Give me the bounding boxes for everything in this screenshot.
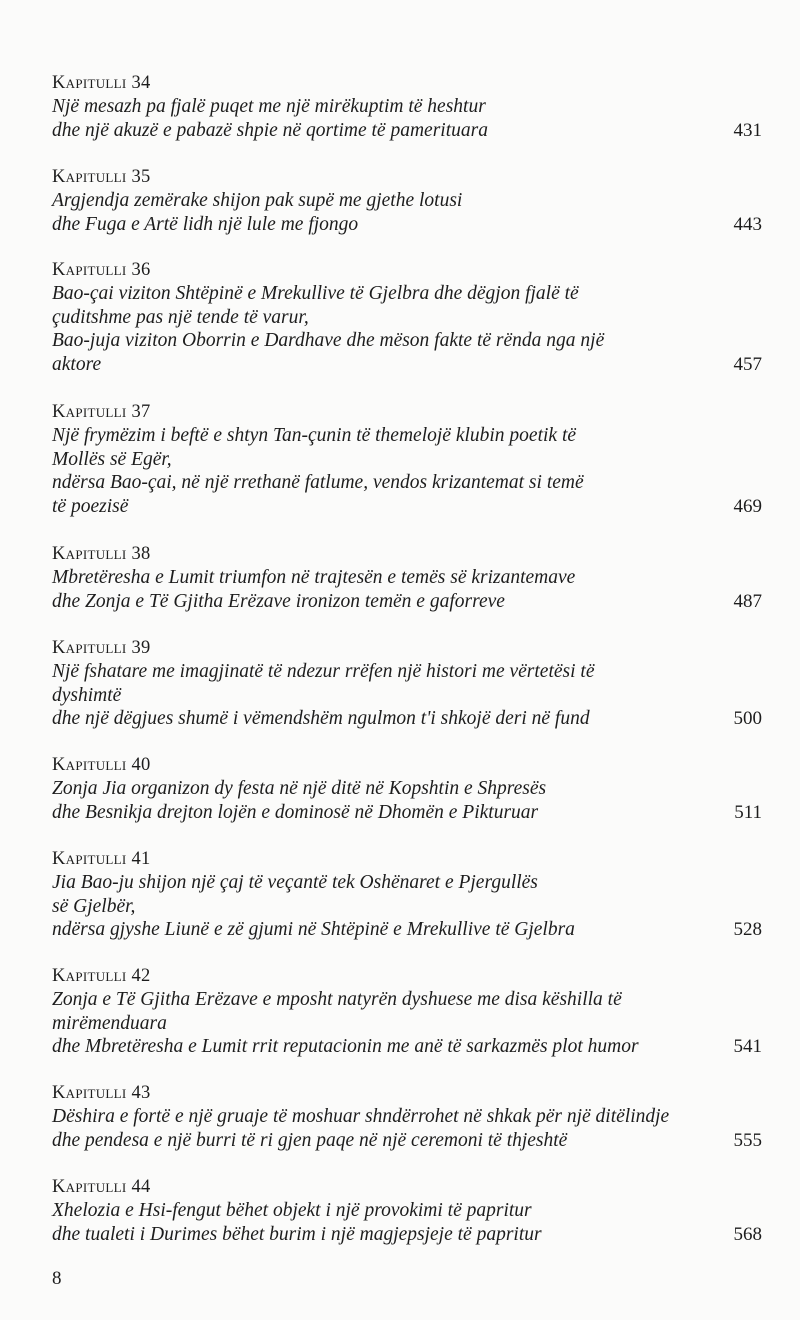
chapter-description-line: Jia Bao-ju shijon një çaj të veçantë tek Oshënaret e Pjergullës [52,872,538,893]
page-number: 541 [733,1036,762,1057]
chapter-description-line: çuditshme pas një tende të varur, [52,306,309,328]
page-number: 487 [733,590,762,612]
chapter-heading: Kapitulli 39 [52,638,151,658]
chapter-description-line: të poezisë [52,495,129,517]
page-number: 469 [733,495,762,517]
toc-entry-36 [52,259,762,376]
toc-entry-44 [52,1176,762,1246]
chapter-heading: Kapitulli 38 [52,544,151,564]
chapter-description-line: së Gjelbër, [52,895,136,917]
page-number: 431 [733,119,762,141]
page-number: 528 [733,919,762,940]
chapter-description-line: Argjendja zemërake shijon pak supë me gjethe lotusi [52,190,463,211]
chapter-heading: Kapitulli 37 [52,402,151,422]
page-number: 457 [733,353,762,375]
toc-entry-43 [52,1082,762,1152]
toc-entry-42 [52,965,762,1059]
chapter-description-line: Zonja e Të Gjitha Erëzave e mposht natyrën dyshuese me disa këshilla të [52,989,622,1010]
toc-entry-38 [52,543,762,613]
chapter-description-line: dhe një dëgjues shumë i vëmendshëm ngulmon t'i shkojë deri në fund [52,708,590,729]
chapter-description-line: Bao-juja viziton Oborrin e Dardhave dhe mëson fakte të rënda nga një [52,330,605,351]
chapter-description-line: dhe Fuga e Artë lidh një lule me fjongo [52,213,359,235]
chapter-heading: Kapitulli 44 [52,1177,151,1197]
chapter-description-line: Dëshira e fortë e një gruaje të moshuar shndërrohet në shkak për një ditëlindje [52,1106,670,1127]
chapter-description-line: dhe tualeti i Durimes bëhet burim i një magjepsjeje të papritur [52,1223,542,1245]
page-number: 511 [734,801,762,823]
folio-page-number: 8 [52,1268,62,1289]
chapter-heading: Kapitulli 43 [52,1083,151,1103]
chapter-description-line: Një fshatare me imagjinatë të ndezur rrëfen një histori me vërtetësi të [52,661,595,682]
chapter-description-line: Mbretëresha e Lumit triumfon në trajtesën e temës së krizantemave [52,567,576,588]
chapter-heading: Kapitulli 40 [52,755,151,775]
toc-entry-39 [52,637,762,731]
toc-entry-41 [52,848,762,942]
toc-entry-40 [52,754,762,824]
chapter-heading: Kapitulli 42 [52,966,151,986]
chapter-description-line: Një mesazh pa fjalë puqet me një mirëkuptim të heshtur [52,96,486,117]
chapter-description-line: dyshimtë [52,684,122,706]
page-number: 500 [733,708,762,729]
toc-entry-35 [52,166,762,236]
chapter-heading: Kapitulli 35 [52,167,151,187]
chapter-description-line: Zonja Jia organizon dy festa në një ditë në Kopshtin e Shpresës [52,778,547,799]
chapter-description-line: dhe pendesa e një burri të ri gjen paqe në një ceremoni të thjeshtë [52,1129,568,1151]
chapter-heading: Kapitulli 34 [52,73,151,93]
chapter-description-line: Mollës së Egër, [52,448,172,470]
toc-entry-34 [52,72,762,142]
page-number: 443 [733,213,762,235]
chapter-heading: Kapitulli 41 [52,849,151,869]
chapter-description-line: Xhelozia e Hsi-fengut bëhet objekt i një provokimi të papritur [52,1200,532,1221]
chapter-description-line: ndërsa Bao-çai, në një rrethanë fatlume, vendos krizantemat si temë [52,472,584,493]
chapter-description-line: Një frymëzim i beftë e shtyn Tan-çunin të themelojë klubin poetik të [52,425,577,446]
chapter-description-line: dhe Mbretëresha e Lumit rrit reputacionin me anë të sarkazmës plot humor [52,1036,639,1057]
chapter-description-line: mirëmenduara [52,1012,167,1034]
toc-entry-37 [52,401,762,518]
page-number: 568 [733,1223,762,1245]
chapter-description-line: ndërsa gjyshe Liunë e zë gjumi në Shtëpinë e Mrekullive të Gjelbra [52,919,575,940]
chapter-description-line: aktore [52,353,102,375]
chapter-description-line: Bao-çai viziton Shtëpinë e Mrekullive të Gjelbra dhe dëgjon fjalë të [52,283,579,304]
chapter-description-line: dhe Besnikja drejton lojën e dominosë në Dhomën e Pikturuar [52,801,539,823]
chapter-heading: Kapitulli 36 [52,260,151,280]
page-number: 555 [733,1129,762,1151]
chapter-description-line: dhe Zonja e Të Gjitha Erëzave ironizon temën e gaforreve [52,590,505,612]
chapter-description-line: dhe një akuzë e pabazë shpie në qortime të pamerituara [52,119,488,141]
